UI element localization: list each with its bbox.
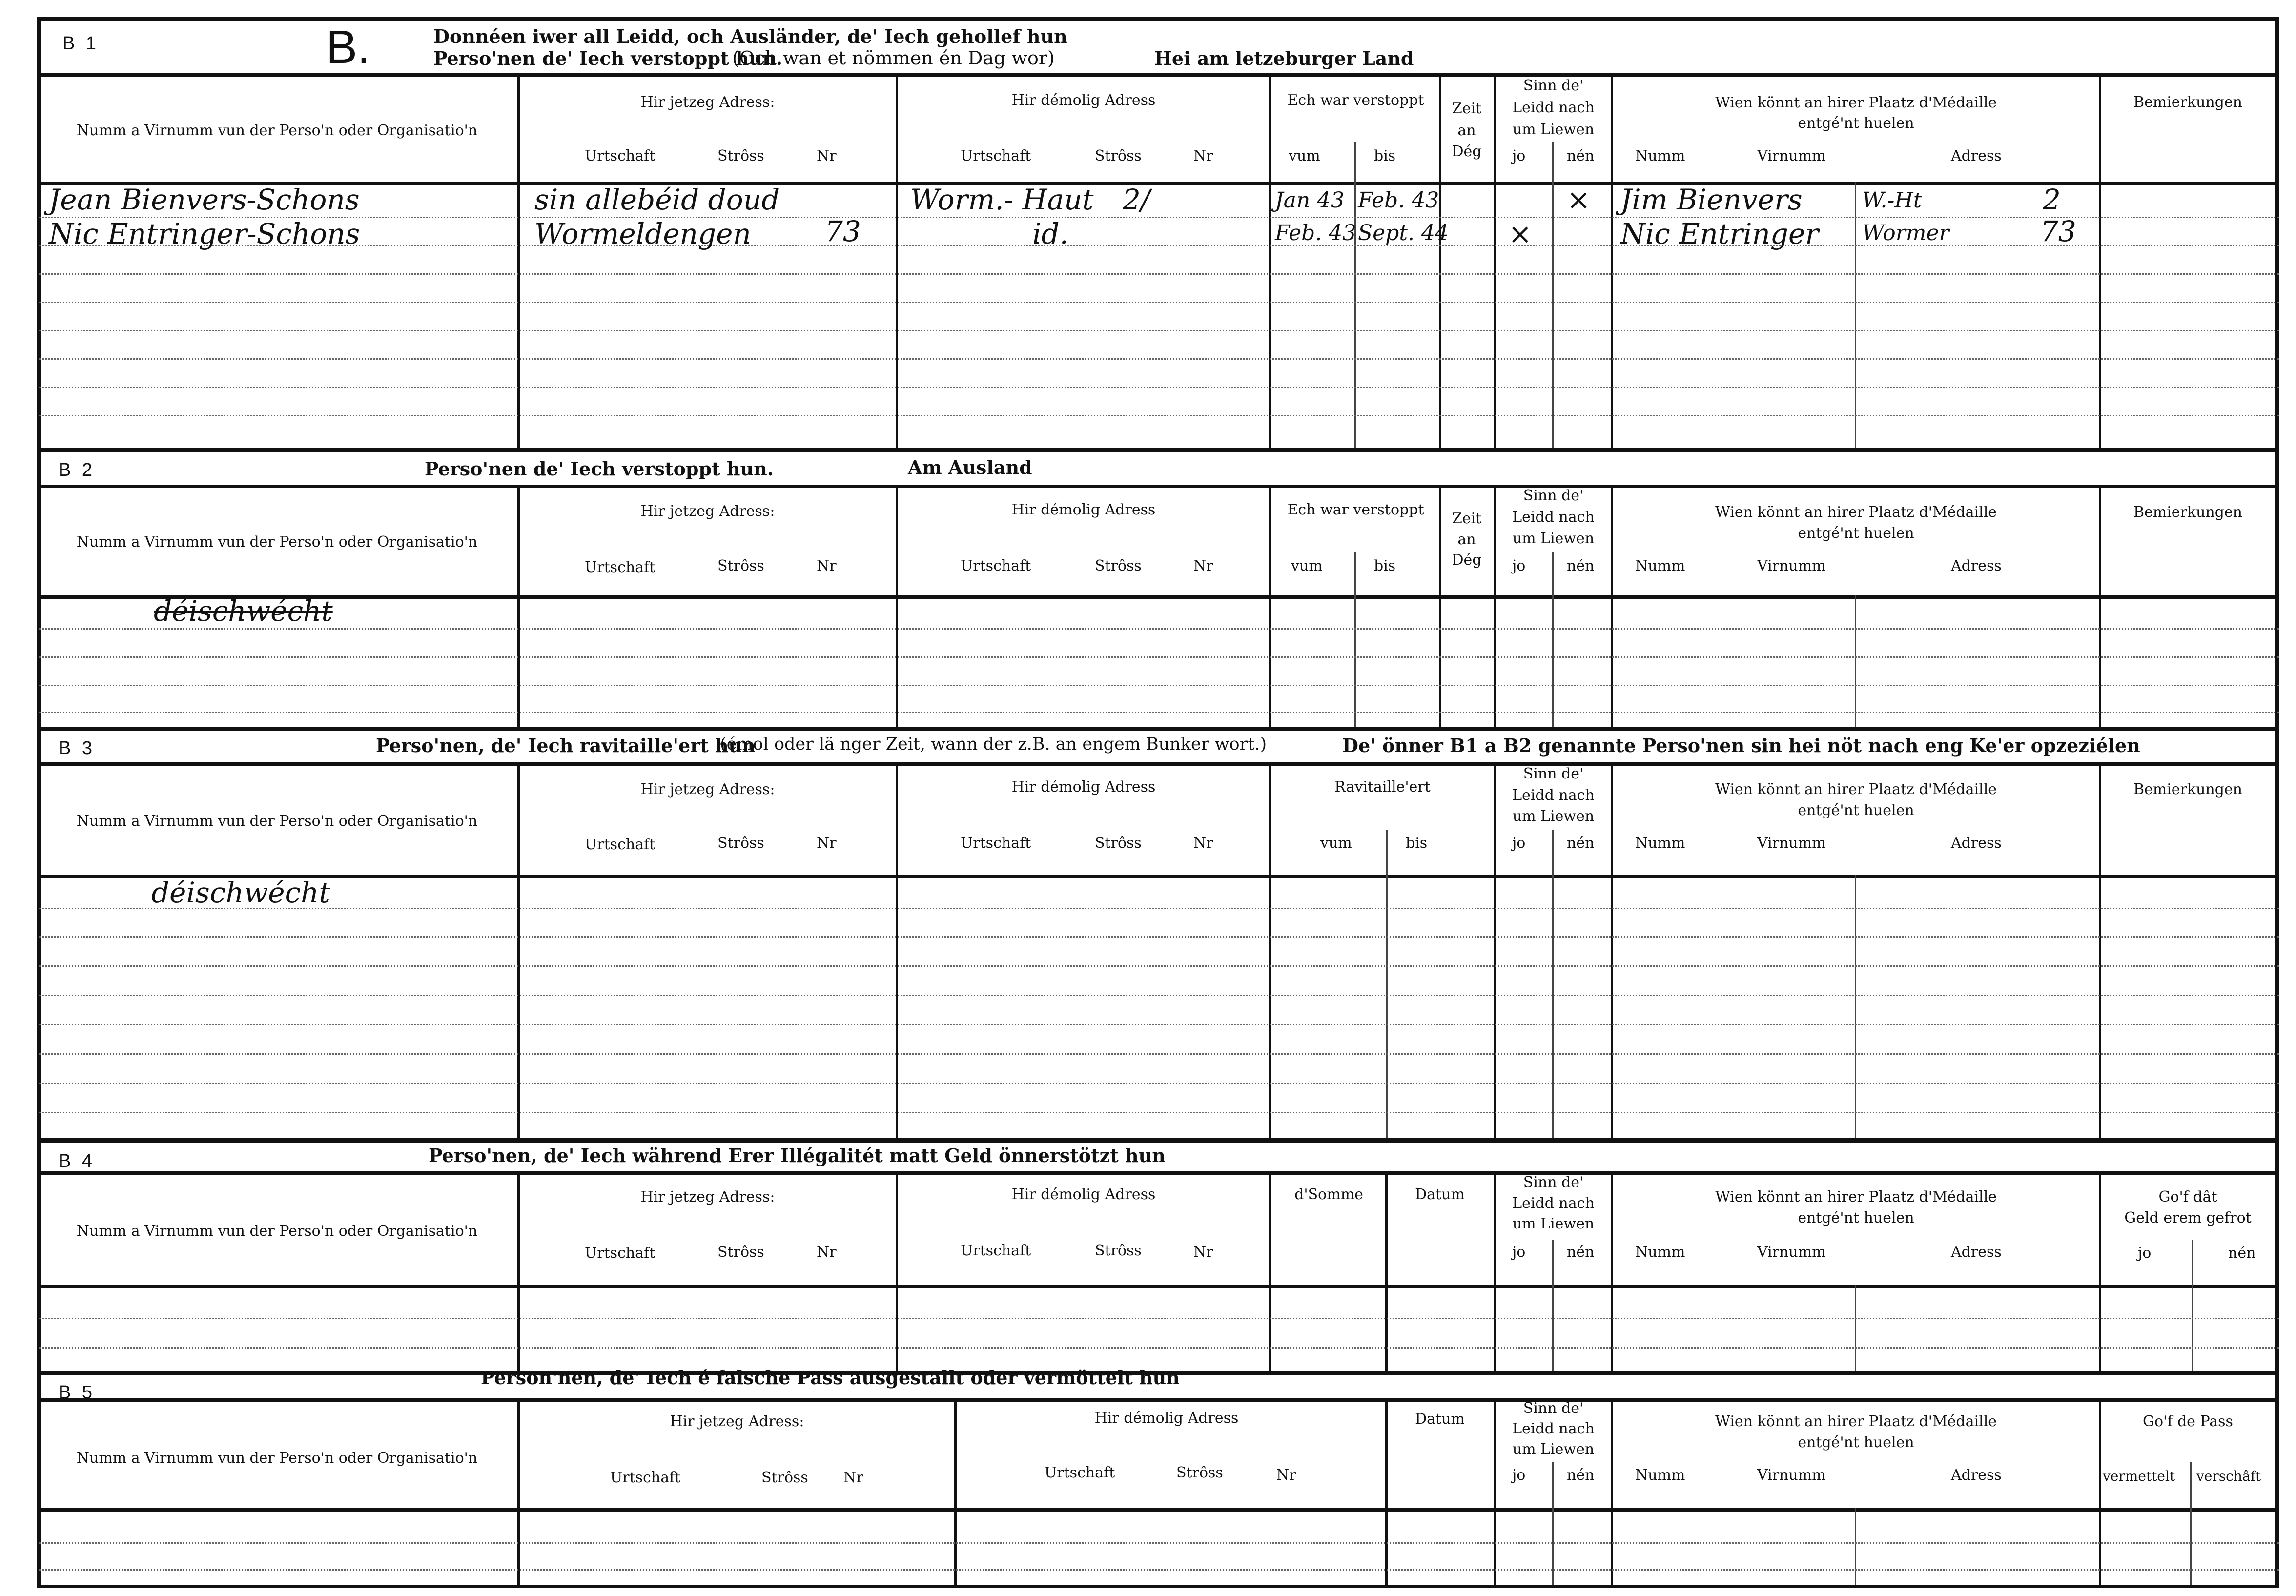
column-divider (1611, 76, 1613, 448)
section-b2-header-top-rule (37, 485, 2279, 488)
section-b3-header-top-rule (37, 762, 2279, 766)
section-b1-title-location: Hei am letzeburger Land (1154, 47, 1414, 69)
header-current-address: Hir jetzeg Adress: (670, 1413, 804, 1430)
header-current-address: Hir jetzeg Adress: (640, 94, 775, 111)
header-street: Strôss (1176, 1464, 1223, 1481)
column-divider (1439, 76, 1441, 448)
column-divider (1494, 1401, 1496, 1585)
header-town: Urtschaft (961, 557, 1031, 574)
section-b5-id: B 5 (59, 1382, 96, 1403)
column-divider (2099, 1401, 2101, 1585)
header-supplied: Ravitaille'ert (1334, 778, 1431, 796)
header-remarks: Bemierkungen (2133, 781, 2243, 798)
column-subdivider (1855, 182, 1856, 448)
row-rule (39, 995, 2279, 996)
header-street: Strôss (761, 1469, 808, 1486)
header-street: Strôss (718, 1244, 764, 1261)
column-divider (517, 1174, 520, 1371)
row-rule (39, 685, 2279, 686)
header-date: Datum (1415, 1186, 1465, 1203)
row2-hidden-from: Feb. 43 (1275, 221, 1356, 246)
section-b2-top-border (37, 448, 2279, 452)
header-name: Numm a Virnumm vun der Perso'n oder Organisatio'n (76, 1223, 478, 1240)
header-no: nén (1567, 147, 1595, 164)
row-rule (39, 656, 2279, 658)
section-b1-title-note: (Och wan et nömmen én Dag wor) (732, 47, 1055, 69)
header-town: Urtschaft (610, 1469, 681, 1486)
header-date: Datum (1415, 1411, 1465, 1428)
column-subdivider (2190, 1462, 2192, 1585)
section-b3-handwritten-note: déischwécht (151, 876, 330, 909)
header-nr: Nr (843, 1469, 863, 1486)
header-medal-name: Numm (1635, 1467, 1685, 1484)
header-alive-1: Sinn de' (1523, 487, 1584, 504)
row2-former-address: id. (1032, 217, 1069, 250)
header-medal-2: entgé'nt huelen (1798, 115, 1914, 132)
header-nr: Nr (817, 147, 837, 164)
header-medal-1: Wien könnt an hirer Plaatz d'Médaille (1715, 94, 1997, 111)
section-b4-id: B 4 (59, 1151, 96, 1171)
column-divider (1269, 1174, 1271, 1371)
section-b1-header-top-rule (37, 73, 2279, 77)
section-b3-title-note-2: De' önner B1 a B2 genannte Perso'nen sin hei nöt nach eng Ke'er opzeziélen (1342, 735, 2140, 757)
header-nr: Nr (1193, 835, 1213, 852)
section-b3-id: B 3 (59, 738, 96, 758)
header-medal-name: Numm (1635, 1244, 1685, 1261)
section-b2-handwritten-note: déischwécht (154, 594, 333, 628)
section-b1-id: B 1 (62, 33, 100, 54)
header-former-address: Hir démolig Adress (1094, 1410, 1239, 1427)
header-days-1: Zeit (1452, 100, 1482, 117)
column-subdivider (2192, 1240, 2193, 1371)
header-medal-2: entgé'nt huelen (1798, 1434, 1914, 1451)
section-b4-top-border (37, 1138, 2279, 1143)
column-divider (896, 487, 898, 727)
header-to: bis (1406, 835, 1428, 852)
header-name: Numm a Virnumm vun der Perso'n oder Organisatio'n (76, 122, 478, 139)
column-divider (1439, 487, 1441, 727)
section-b2-title-location: Am Ausland (908, 456, 1032, 478)
row-rule (39, 1112, 2279, 1113)
row-rule (39, 387, 2279, 388)
header-alive-3: um Liewen (1512, 808, 1595, 825)
header-town: Urtschaft (585, 559, 656, 576)
column-subdivider (1552, 552, 1554, 727)
column-divider (1494, 76, 1496, 448)
column-divider (2099, 487, 2101, 727)
header-alive-2: Leidd nach (1512, 509, 1595, 526)
header-yes: jo (1512, 557, 1526, 574)
column-subdivider (1855, 1508, 1856, 1585)
header-town: Urtschaft (1045, 1464, 1115, 1481)
section-b4-header-bottom-rule (37, 1285, 2279, 1288)
row-rule (39, 273, 2279, 275)
column-subdivider (1552, 830, 1554, 1138)
header-yes: jo (2138, 1245, 2152, 1262)
header-nr: Nr (1193, 147, 1213, 164)
row2-medal-address: Wormer (1862, 221, 1949, 246)
header-alive-1: Sinn de' (1523, 765, 1584, 782)
row1-current-address: sin allebéid doud (534, 183, 780, 216)
column-divider (896, 76, 898, 448)
header-yes: jo (1512, 1244, 1526, 1261)
row2-hidden-to: Sept. 44 (1358, 221, 1449, 246)
header-medal-address: Adress (1951, 1244, 2002, 1261)
row1-medal-name: Jim Bienvers (1620, 183, 1803, 216)
form-left-border (37, 17, 41, 1586)
column-divider (896, 1174, 898, 1371)
section-b3-top-border (37, 727, 2279, 731)
header-medal-firstname: Virnumm (1757, 1244, 1826, 1261)
row-rule (39, 302, 2279, 303)
header-town: Urtschaft (961, 147, 1031, 164)
header-current-address: Hir jetzeg Adress: (640, 503, 775, 520)
column-divider (1611, 487, 1613, 727)
header-medal-2: entgé'nt huelen (1798, 802, 1914, 819)
column-divider (517, 76, 520, 448)
row-rule (39, 330, 2279, 331)
header-current-address: Hir jetzeg Adress: (640, 781, 775, 798)
row2-medal-name: Nic Entringer (1620, 217, 1819, 250)
header-medal-name: Numm (1635, 147, 1685, 164)
column-divider (1494, 487, 1496, 727)
row-rule (39, 908, 2279, 909)
header-town: Urtschaft (585, 836, 656, 853)
header-days-2: an (1457, 122, 1476, 139)
header-alive-1: Sinn de' (1523, 1174, 1584, 1191)
header-no: nén (2228, 1245, 2256, 1262)
header-medal-name: Numm (1635, 835, 1685, 852)
section-b5-header-top-rule (37, 1398, 2279, 1402)
header-medal-address: Adress (1951, 557, 2002, 574)
header-street: Strôss (1095, 147, 1142, 164)
section-b2-id: B 2 (59, 460, 96, 480)
section-b1-title-line2: Perso'nen de' Iech verstoppt hun. (433, 47, 782, 69)
header-name: Numm a Virnumm vun der Perso'n oder Organisatio'n (76, 533, 478, 551)
row-rule (39, 1542, 2279, 1544)
header-days-3: Dég (1452, 552, 1482, 569)
header-street: Strôss (1095, 557, 1142, 574)
section-b1-top-border (37, 17, 2279, 21)
header-money-returned-1: Go'f dât (2158, 1188, 2217, 1206)
column-divider (517, 487, 520, 727)
header-pass: Go'f de Pass (2143, 1413, 2233, 1430)
header-alive-3: um Liewen (1512, 530, 1595, 547)
section-b5-title: Person'nen, de' Iech é falsche Pass ausgestallt oder vermöttelt hun (481, 1367, 1180, 1389)
header-medal-2: entgé'nt huelen (1798, 525, 1914, 542)
row2-alive-yes-mark: × (1508, 217, 1532, 250)
column-divider (954, 1401, 957, 1585)
header-medal-address: Adress (1951, 835, 2002, 852)
header-medal-name: Numm (1635, 557, 1685, 574)
header-medal-1: Wien könnt an hirer Plaatz d'Médaille (1715, 1413, 1997, 1430)
section-b3-title-note: (émol oder lä nger Zeit, wann der z.B. an engem Bunker wort.) (720, 735, 1267, 754)
header-remarks: Bemierkungen (2133, 94, 2243, 111)
header-alive-2: Leidd nach (1512, 1420, 1595, 1437)
header-medal-firstname: Virnumm (1757, 147, 1826, 164)
column-subdivider (1552, 1462, 1554, 1585)
section-b2-header-bottom-rule (37, 595, 2279, 599)
row-rule (39, 1347, 2279, 1349)
row1-former-nr: 2/ (1123, 183, 1150, 216)
row-rule (39, 965, 2279, 967)
header-former-address: Hir démolig Adress (1011, 1186, 1156, 1203)
header-nr: Nr (1276, 1467, 1296, 1484)
column-divider (2099, 1174, 2101, 1371)
header-former-address: Hir démolig Adress (1011, 501, 1156, 518)
header-from: vum (1289, 147, 1320, 164)
row-rule (39, 217, 2279, 218)
header-former-address: Hir démolig Adress (1011, 92, 1156, 109)
header-from: vum (1320, 835, 1352, 852)
header-medal-2: entgé'nt huelen (1798, 1209, 1914, 1227)
header-street: Strôss (718, 835, 764, 852)
row-rule (39, 1569, 2279, 1571)
header-medal-firstname: Virnumm (1757, 835, 1826, 852)
header-town: Urtschaft (585, 147, 656, 164)
section-b5-header-bottom-rule (37, 1508, 2279, 1512)
row-rule (39, 1318, 2279, 1319)
header-street: Strôss (718, 557, 764, 574)
header-alive-2: Leidd nach (1512, 1195, 1595, 1212)
header-medal-address: Adress (1951, 147, 2002, 164)
header-medal-1: Wien könnt an hirer Plaatz d'Médaille (1715, 504, 1997, 521)
row1-hidden-to: Feb. 43 (1358, 188, 1439, 213)
column-divider (1494, 1174, 1496, 1371)
row-rule (39, 415, 2279, 416)
header-nr: Nr (817, 557, 837, 574)
column-subdivider (1386, 830, 1388, 1138)
row-rule (39, 1083, 2279, 1084)
header-street: Strôss (1095, 835, 1142, 852)
header-alive-3: um Liewen (1512, 1441, 1595, 1458)
form-bottom-border (37, 1585, 2279, 1588)
header-street: Strôss (1095, 1242, 1142, 1259)
header-yes: jo (1512, 1467, 1526, 1484)
header-no: nén (1567, 835, 1595, 852)
header-nr: Nr (817, 1244, 837, 1261)
row1-former-address: Worm.- Haut (910, 183, 1094, 216)
header-town: Urtschaft (585, 1245, 656, 1262)
header-remarks: Bemierkungen (2133, 504, 2243, 521)
header-alive-1: Sinn de' (1523, 77, 1584, 94)
header-from: vum (1291, 557, 1323, 574)
header-money-returned-2: Geld erem gefrot (2124, 1209, 2252, 1227)
header-yes: jo (1512, 835, 1526, 852)
header-name: Numm a Virnumm vun der Perso'n oder Organisatio'n (76, 813, 478, 830)
column-divider (517, 1401, 520, 1585)
column-subdivider (1855, 875, 1856, 1138)
form-right-border (2276, 17, 2279, 1586)
header-to: bis (1374, 557, 1396, 574)
header-alive-1: Sinn de' (1523, 1400, 1584, 1417)
column-subdivider (1552, 1240, 1554, 1371)
header-medal-1: Wien könnt an hirer Plaatz d'Médaille (1715, 1188, 1997, 1206)
header-street: Strôss (718, 147, 764, 164)
column-divider (2099, 76, 2101, 448)
header-days-3: Dég (1452, 143, 1482, 160)
column-subdivider (1552, 142, 1554, 448)
section-b2-title: Perso'nen de' Iech verstoppt hun. (425, 458, 774, 480)
row-rule (39, 712, 2279, 713)
section-b1-title-line1: Donnéen iwer all Leidd, och Ausländer, de' Iech gehollef hun (433, 25, 1067, 47)
column-divider (1611, 1174, 1613, 1371)
row1-hidden-from: Jan 43 (1275, 188, 1345, 213)
header-nr: Nr (1193, 1244, 1213, 1261)
column-subdivider (1855, 595, 1856, 727)
section-b4-header-top-rule (37, 1171, 2279, 1175)
header-to: bis (1374, 147, 1396, 164)
section-b1-header-bottom-rule (37, 182, 2279, 185)
header-alive-3: um Liewen (1512, 121, 1595, 138)
header-medal-firstname: Virnumm (1757, 557, 1826, 574)
header-medal-firstname: Virnumm (1757, 1467, 1826, 1484)
row1-alive-no-mark: × (1567, 183, 1591, 216)
header-medal-address: Adress (1951, 1467, 2002, 1484)
row1-medal-address: W.-Ht (1862, 188, 1922, 213)
header-pass-made: verschâft (2196, 1468, 2261, 1484)
header-town: Urtschaft (961, 1242, 1031, 1259)
row1-medal-nr: 2 (2043, 183, 2061, 216)
section-b3-header-bottom-rule (37, 875, 2279, 878)
row-rule (39, 1053, 2279, 1055)
row-rule (39, 628, 2279, 630)
header-alive-2: Leidd nach (1512, 787, 1595, 804)
header-hidden: Ech war verstoppt (1287, 501, 1424, 518)
row-rule (39, 936, 2279, 938)
section-b1-letter: B. (326, 21, 370, 73)
header-nr: Nr (817, 835, 837, 852)
row1-name: Jean Bienvers-Schons (49, 183, 360, 216)
header-name: Numm a Virnumm vun der Perso'n oder Organisatio'n (76, 1450, 478, 1467)
column-divider (1385, 1174, 1388, 1371)
header-alive-2: Leidd nach (1512, 99, 1595, 116)
header-town: Urtschaft (961, 835, 1031, 852)
column-divider (1269, 487, 1271, 727)
header-current-address: Hir jetzeg Adress: (640, 1188, 775, 1206)
header-no: nén (1567, 1244, 1595, 1261)
column-divider (1385, 1401, 1388, 1585)
header-medal-1: Wien könnt an hirer Plaatz d'Médaille (1715, 781, 1997, 798)
column-subdivider (1354, 142, 1356, 448)
row-rule (39, 1024, 2279, 1025)
header-yes: jo (1512, 147, 1526, 164)
column-divider (1611, 1401, 1613, 1585)
header-pass-mediated: vermettelt (2103, 1468, 2175, 1484)
header-nr: Nr (1193, 557, 1213, 574)
row2-current-address: Wormeldengen (534, 217, 751, 250)
header-former-address: Hir démolig Adress (1011, 778, 1156, 796)
row2-medal-nr: 73 (2040, 215, 2076, 248)
header-days-1: Zeit (1452, 510, 1482, 527)
column-subdivider (1354, 552, 1356, 727)
header-alive-3: um Liewen (1512, 1215, 1595, 1232)
row2-name: Nic Entringer-Schons (49, 217, 360, 250)
column-subdivider (1855, 1285, 1856, 1371)
header-hidden: Ech war verstoppt (1287, 92, 1424, 109)
row2-current-nr: 73 (825, 215, 861, 248)
header-no: nén (1567, 557, 1595, 574)
row-rule (39, 358, 2279, 360)
section-b4-title: Perso'nen, de' Iech während Erer Illégalitét matt Geld önnerstötzt hun (429, 1145, 1166, 1166)
header-sum: d'Somme (1294, 1186, 1363, 1203)
header-no: nén (1567, 1467, 1595, 1484)
column-divider (1269, 76, 1271, 448)
header-days-2: an (1457, 531, 1476, 548)
section-b3-title: Perso'nen, de' Iech ravitaille'ert hun (376, 735, 756, 757)
